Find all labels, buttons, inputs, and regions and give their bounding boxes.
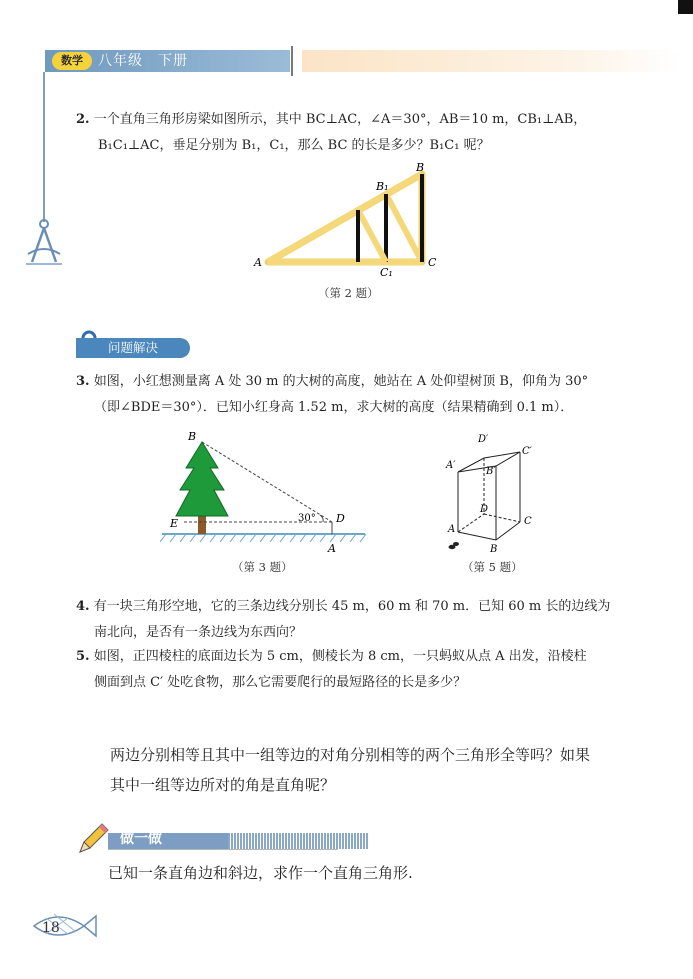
label-B: B xyxy=(416,161,425,174)
problem-2-line1: 一个直角三角形房梁如图所示，其中 BC⊥AC，∠A＝30°，AB＝10 m，CB₁⊥AB， xyxy=(93,112,587,127)
caption-problem-5: （第 5 题） xyxy=(462,560,523,574)
label-A-prime: A′ xyxy=(446,460,456,471)
problem-2-number: 2. xyxy=(76,112,90,127)
label-D: D xyxy=(336,512,345,525)
roof-truss-figure xyxy=(250,160,450,280)
section-title: 问题解决 xyxy=(108,340,159,355)
label-D: D xyxy=(480,504,489,515)
prism-figure xyxy=(440,428,550,558)
fish-icon xyxy=(28,906,100,946)
label-D-prime: D′ xyxy=(478,434,489,445)
margin-line xyxy=(43,72,45,222)
problem-4-number: 4. xyxy=(76,599,90,614)
subject-badge: 数学 xyxy=(52,52,92,70)
problem-5 xyxy=(76,644,676,696)
header-divider xyxy=(291,46,293,76)
caption-problem-3: （第 3 题） xyxy=(232,560,293,574)
problem-2-line2: B₁C₁⊥AC，垂足分别为 B₁，C₁，那么 BC 的长是多少？B₁C₁ 呢？ xyxy=(98,138,490,153)
label-E: E xyxy=(170,517,179,530)
header-title: 八年级 下册 xyxy=(98,53,188,69)
problem-3-line1: 如图，小红想测量离 A 处 30 m 的大树的高度，她站在 A 处仰望树顶 B，仰角为 30° xyxy=(93,374,589,389)
discussion-paragraph xyxy=(110,740,680,800)
header-gradient xyxy=(302,50,682,72)
compass-icon xyxy=(24,218,64,268)
label-C: C xyxy=(524,516,532,527)
label-C1: C₁ xyxy=(380,266,393,279)
do-section-underline xyxy=(108,849,338,850)
angle-label: 30° xyxy=(298,513,316,524)
label-A: A xyxy=(328,542,336,555)
ant-icon xyxy=(449,542,460,549)
tree-figure xyxy=(160,428,370,558)
problem-3 xyxy=(76,369,676,421)
label-B1: B₁ xyxy=(376,180,389,193)
label-C: C xyxy=(428,256,437,269)
problem-5-line2: 侧面到点 C′ 处吃食物，那么它需要爬行的最短路径的长是多少？ xyxy=(94,675,467,690)
label-C-prime: C′ xyxy=(522,446,532,457)
label-B: B xyxy=(490,544,498,555)
discussion-line1: 两边分别相等且其中一组等边的对角分别相等的两个三角形全等吗？如果 xyxy=(110,746,591,764)
problem-4-line1: 有一块三角形空地，它的三条边线分别长 45 m，60 m 和 70 m．已知 60 m 长的边线为 xyxy=(93,599,611,614)
label-B-prime: B′ xyxy=(486,466,496,477)
problem-4-line2: 南北向，是否有一条边线为东西向？ xyxy=(94,625,303,640)
label-A: A xyxy=(448,524,456,535)
label-B: B xyxy=(188,430,197,443)
label-A: A xyxy=(254,256,262,269)
do-section-title: 做一做 xyxy=(120,831,162,847)
problem-4 xyxy=(76,594,676,646)
corner-tab xyxy=(678,0,693,14)
do-section-text: 已知一条直角边和斜边，求作一个直角三角形. xyxy=(108,864,413,882)
problem-2 xyxy=(76,107,676,159)
problem-5-line1: 如图，正四棱柱的底面边长为 5 cm，侧棱长为 8 cm，一只蚂蚁从点 A 出发，沿棱柱 xyxy=(93,649,587,664)
pencil-icon xyxy=(72,818,112,858)
page-number: 18 xyxy=(42,920,60,936)
problem-3-line2: （即∠BDE＝30°）．已知小红身高 1.52 m，求大树的高度（结果精确到 0.1 m）． xyxy=(94,400,574,415)
discussion-line2: 其中一组等边所对的角是直角呢？ xyxy=(110,776,336,794)
problem-3-number: 3. xyxy=(76,374,90,389)
caption-problem-2: （第 2 题） xyxy=(318,286,379,300)
problem-5-number: 5. xyxy=(76,649,90,664)
